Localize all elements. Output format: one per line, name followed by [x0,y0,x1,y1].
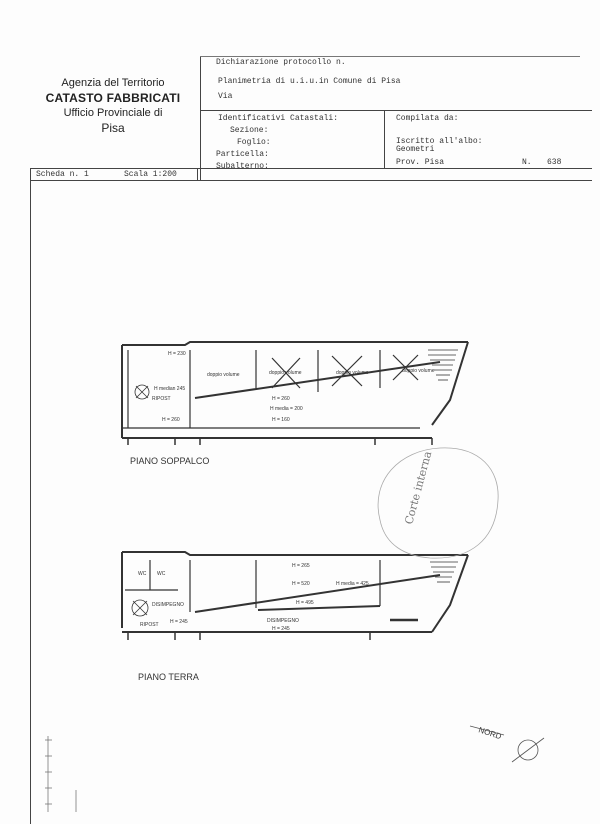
planimetry-text: Planimetria di u.i.u.in Comune di Pisa [218,77,401,86]
num-value: 638 [547,158,562,167]
sopp-h160: H = 160 [272,417,290,423]
sopp-doppio-3: doppio volume [336,370,369,376]
terra-hmedia425: H media = 425 [336,581,369,587]
terra-h245a: H = 245 [170,619,188,625]
north-label: NORD [477,725,503,742]
terra-wc-2: WC [157,571,166,577]
terra-ripost: RIPOST [140,622,159,628]
sopp-doppio-4: doppio volume [402,368,435,374]
declaration-text: Dichiarazione protocollo n. [216,58,346,67]
soppalco-plan [122,342,468,445]
subalterno-label: Subalterno: [216,162,269,171]
terra-h495: H = 495 [296,600,314,606]
sopp-hmedian: H median 245 [154,386,186,392]
sopp-h260a: H = 260 [272,396,290,402]
handwriting-note: Corte interna [402,449,435,526]
terra-disimpegno-1: DISIMPEGNO [152,602,184,608]
terra-h245b: H = 245 [272,626,290,632]
iscritto-label: Iscritto all'albo: [396,137,483,146]
scale-bar [45,736,76,812]
piano-soppalco-title: PIANO SOPPALCO [130,456,210,466]
geometri-label: Geometri [396,145,435,154]
scala-label: Scala 1:200 [124,170,177,179]
agency-name: Agenzia del Territorio [61,77,165,89]
particella-label: Particella: [216,150,269,159]
courtyard-sketch [378,448,498,558]
agency-city: Pisa [101,121,125,135]
ident-title: Identificativi Catastali: [218,114,339,123]
terra-wc-1: WC [138,571,147,577]
terra-h520: H = 520 [292,581,310,587]
prov-label: Prov. Pisa [396,158,445,167]
terra-disimpegno-2: DISIMPEGNO [267,618,299,624]
sopp-h230: H = 230 [168,351,186,357]
agency-catasto: CATASTO FABBRICATI [45,91,181,105]
sezione-label: Sezione: [230,126,269,135]
scheda-label: Scheda n. 1 [36,170,89,179]
sopp-ripost: RIPOST [152,396,171,402]
via-text: Via [218,92,233,101]
foglio-label: Foglio: [237,138,271,147]
compilata-label: Compilata da: [396,114,459,123]
sopp-hmedia200: H media = 200 [270,406,303,412]
sopp-h260b: H = 260 [162,417,180,423]
sopp-doppio-2: doppio volume [269,370,302,376]
num-label: N. [522,158,532,167]
sopp-doppio-1: doppio volume [207,372,240,378]
piano-terra-title: PIANO TERRA [138,672,199,682]
terra-h265: H = 265 [292,563,310,569]
agency-office: Ufficio Provinciale di [63,107,163,119]
north-arrow-needle [512,738,544,762]
